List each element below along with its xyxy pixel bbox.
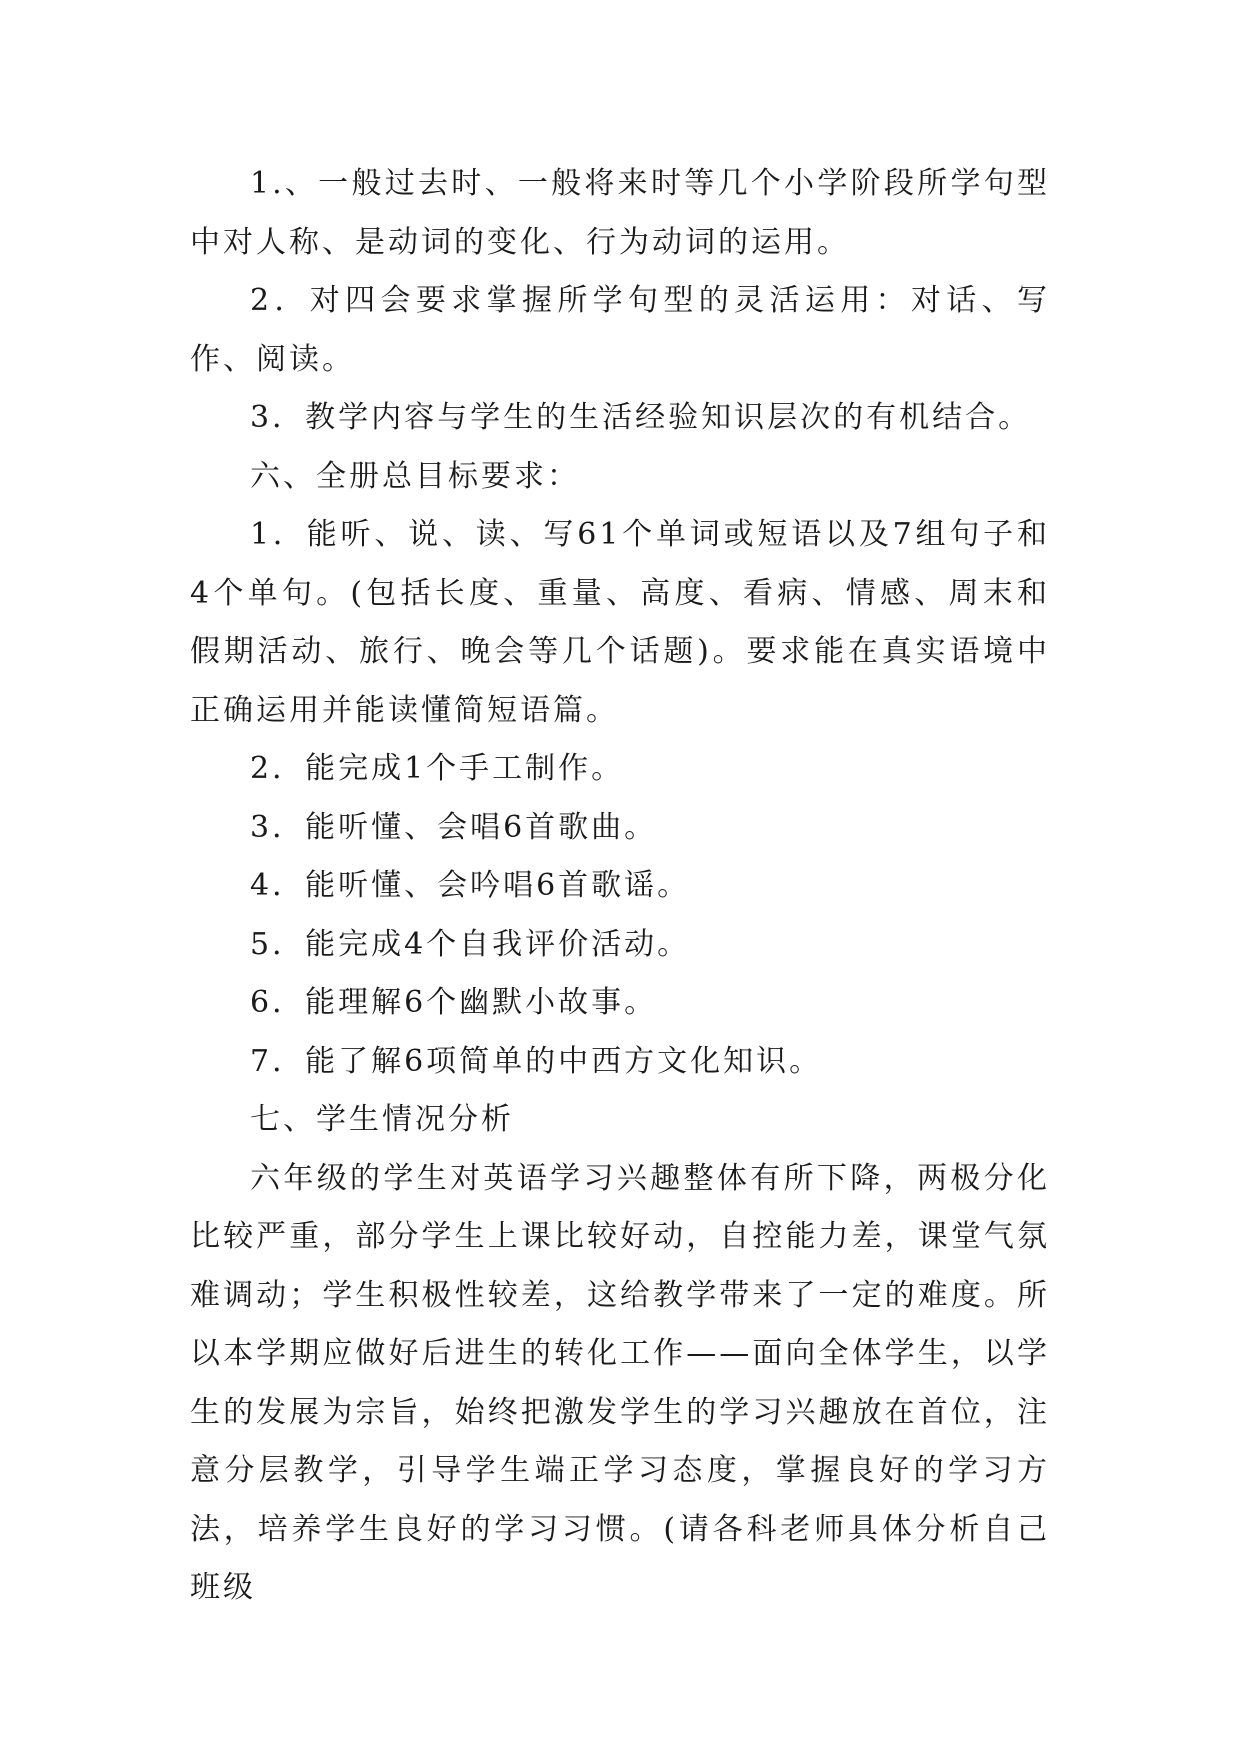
- goal-item-songs: 3．能听懂、会唱6首歌曲。: [250, 809, 658, 845]
- goal-item-vocabulary: 1．能听、说、读、写61个单词或短语以及7组句子和4个单句。(包括长度、重量、高度、看病、情感、周末和假期活动、旅行、晚会等几个话题)。要求能在真实语境中正确运用并能读懂简短语篇。: [190, 517, 1050, 728]
- goal-item-stories: 6．能理解6个幽默小故事。: [250, 985, 658, 1020]
- section-heading-student-analysis: 七、学生情况分析: [250, 1102, 514, 1137]
- section-heading-overall-goals: 六、全册总目标要求：: [250, 458, 580, 494]
- goal-item-self-assessment: 5．能完成4个自我评价活动。: [250, 926, 691, 962]
- paragraph-grammar-points: 1.、一般过去时、一般将来时等几个小学阶段所学句型中对人称、是动词的变化、行为动词的运用。: [190, 166, 1050, 260]
- goal-item-handcraft: 2．能完成1个手工制作。: [250, 751, 625, 786]
- document-body: [190, 155, 1050, 1618]
- goal-item-chants: 4．能听懂、会吟唱6首歌谣。: [250, 868, 691, 903]
- paragraph-four-skills: 2．对四会要求掌握所学句型的灵活运用：对话、写作、阅读。: [190, 283, 1050, 377]
- goal-item-culture: 7．能了解6项简单的中西方文化知识。: [250, 1043, 823, 1079]
- paragraph-content-integration: 3．教学内容与学生的生活经验知识层次的有机结合。: [250, 400, 1032, 435]
- paragraph-student-analysis: 六年级的学生对英语学习兴趣整体有所下降，两极分化比较严重，部分学生上课比较好动，自控能力差，课堂气氛难调动；学生积极性较差，这给教学带来了一定的难度。所以本学期应做好后进生的转化工作——面向全体学生，以学生的发展为宗旨，始终把激发学生的学习兴趣放在首位，注意分层教学，引导学生端正学习态度，掌握良好的学习方法，培养学生良好的学习习惯。(请各科老师具体分析自己班级: [190, 1160, 1050, 1605]
